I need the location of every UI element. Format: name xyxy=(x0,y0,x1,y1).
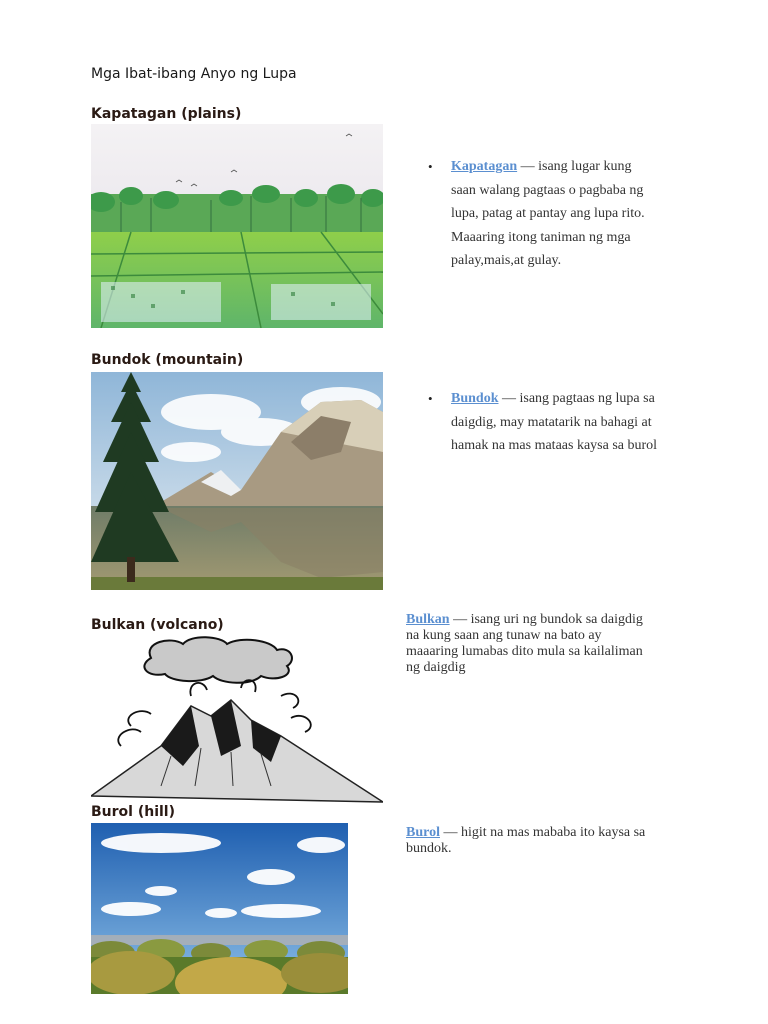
link-bundok[interactable]: Bundok xyxy=(451,391,499,406)
description-line: daigdig, may matatarik na bahagi at xyxy=(451,414,652,430)
link-bulkan[interactable]: Bulkan xyxy=(406,612,450,627)
volcano-image xyxy=(91,636,383,804)
document-title: Mga Ibat-ibang Anyo ng Lupa xyxy=(91,66,297,82)
description-line: Maaaring itong taniman ng mga xyxy=(451,229,631,245)
description-line: palay,mais,at gulay. xyxy=(451,253,562,268)
mountain-image xyxy=(91,372,383,590)
description-line: isang pagtaas ng lupa sa xyxy=(519,391,655,406)
plains-image xyxy=(91,124,383,328)
description-line: higit na mas mababa ito kaysa sa xyxy=(460,825,646,840)
section-heading-burol: Burol (hill) xyxy=(91,804,175,820)
bullet-icon: • xyxy=(428,391,433,406)
link-kapatagan[interactable]: Kapatagan xyxy=(451,159,518,174)
separator: — xyxy=(517,159,539,174)
description-line: maaaring lumabas dito mula sa kailaliman xyxy=(406,644,643,659)
section-heading-bundok: Bundok (mountain) xyxy=(91,352,244,368)
bullet-icon: • xyxy=(428,159,433,174)
section-heading-bulkan: Bulkan (volcano) xyxy=(91,617,224,633)
description-bulkan xyxy=(406,612,706,676)
separator: — xyxy=(498,391,520,406)
description-kapatagan xyxy=(428,155,691,273)
separator: — xyxy=(449,612,471,627)
description-line: na kung saan ang tunaw na bato ay xyxy=(406,628,602,643)
description-line: saan walang pagtaas o pagbaba ng xyxy=(451,182,644,198)
description-line: isang lugar kung xyxy=(538,159,632,174)
description-bundok xyxy=(428,387,701,458)
separator: — xyxy=(439,825,461,840)
section-heading-kapatagan: Kapatagan (plains) xyxy=(91,106,242,122)
description-line: isang uri ng bundok sa daigdig xyxy=(470,612,643,627)
description-burol xyxy=(406,825,706,857)
hill-image xyxy=(91,823,348,994)
description-line: hamak na mas mataas kaysa sa burol xyxy=(451,438,658,453)
description-line: bundok. xyxy=(406,841,452,856)
link-burol[interactable]: Burol xyxy=(406,825,440,840)
description-line: lupa, patag at pantay ang lupa rito. xyxy=(451,206,645,221)
description-line: ng daigdig xyxy=(406,660,466,675)
